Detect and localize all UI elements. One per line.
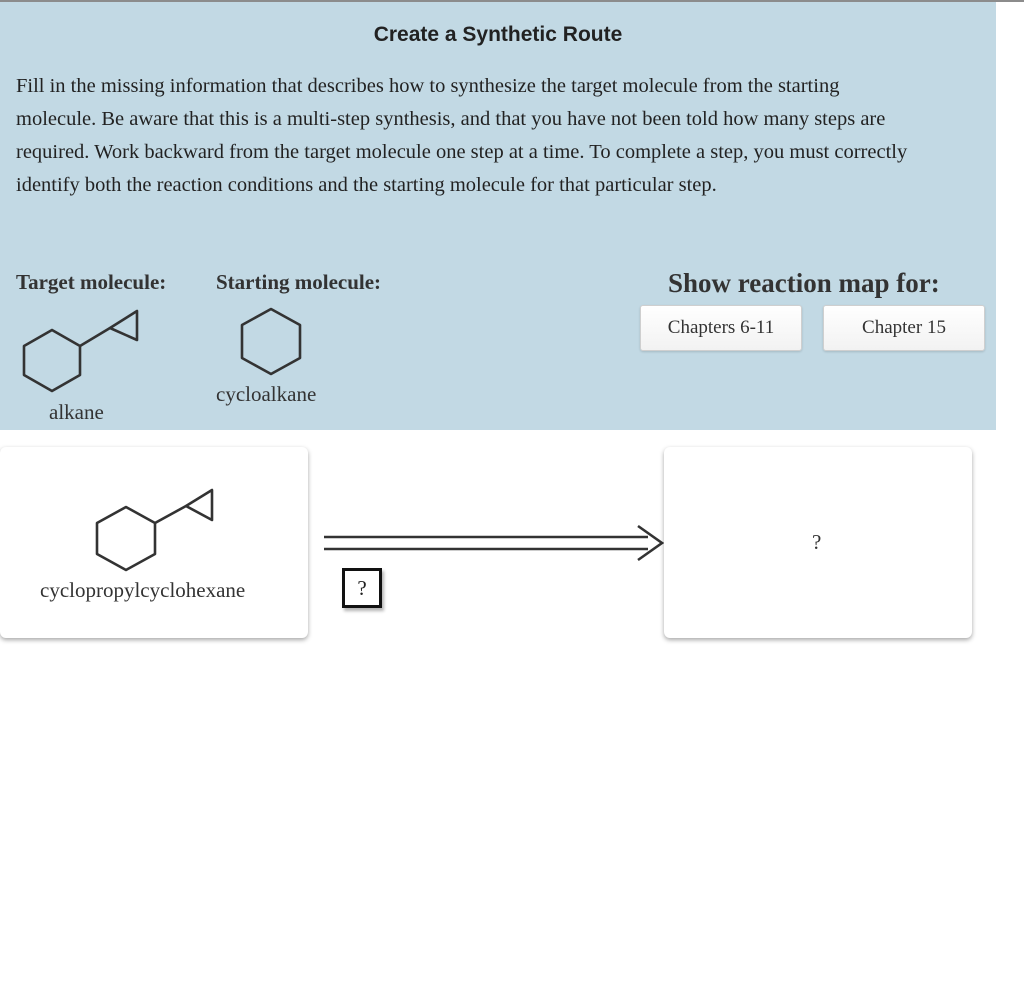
instructions-text: Fill in the missing information that describes how to synthesize the target molecule from the starting molecule. Be aware that this is a multi-step synthesis, and that you have not been told how many steps are required. Work backward from the target molecule one step at a time. To complete a step, you must correctly identify both the reaction conditions and the starting molecule for that particular step. — [16, 75, 908, 196]
starting-molecule-label: Starting molecule: — [216, 270, 382, 294]
chapter-15-button[interactable]: Chapter 15 — [823, 305, 985, 351]
target-molecule-structure-icon — [0, 2, 996, 430]
reaction-conditions-input[interactable]: ? — [342, 568, 382, 608]
reactant-molecule-card[interactable] — [664, 447, 972, 638]
target-molecule-label: Target molecule: — [16, 270, 167, 294]
problem-panel — [0, 2, 996, 430]
starting-molecule-caption: cycloalkane — [216, 382, 317, 406]
reaction-arrow-icon — [320, 520, 670, 570]
product-molecule-structure-icon — [0, 447, 308, 638]
reaction-map-heading: Show reaction map for: — [668, 268, 940, 298]
product-molecule-card — [0, 447, 308, 638]
product-molecule-name: cyclopropylcyclohexane — [40, 578, 246, 602]
target-molecule-caption: alkane — [49, 400, 104, 424]
page-title: Create a Synthetic Route — [373, 23, 623, 46]
chapters-6-11-button[interactable]: Chapters 6-11 — [640, 305, 802, 351]
reactant-placeholder: ? — [812, 530, 822, 554]
